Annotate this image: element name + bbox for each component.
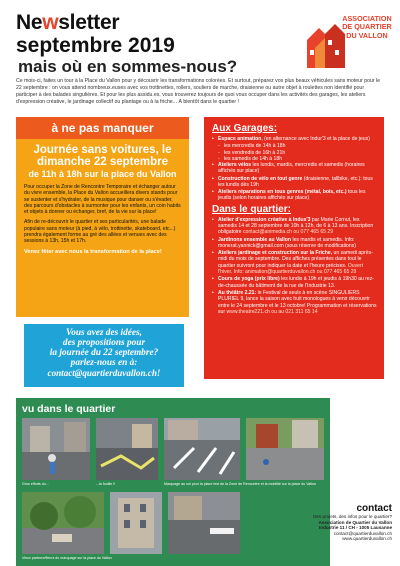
event-box xyxy=(16,117,189,317)
jardinons-label: Jardinons ensemble au Vallon xyxy=(218,236,292,243)
contact-website-link[interactable]: www.quartierduvallon.ch xyxy=(342,536,392,542)
event-final-call: Venez fêter avec nous la transformation de la place! xyxy=(24,248,162,255)
friche-text: un samedi après-midi du mois de septembre. Des affiches présentes dans tout le quartier suivront pour indiquer la date et l'heure précises. xyxy=(218,250,373,269)
photo-painted-road xyxy=(96,418,158,480)
ideas-callout xyxy=(24,324,184,387)
logo-line-2: DE QUARTIER xyxy=(342,22,392,32)
newsletter-suffix: sletter xyxy=(58,11,120,34)
velos-label: Ateliers vélos xyxy=(218,161,252,168)
photo-trees-hillside xyxy=(22,492,104,554)
photo-square-view xyxy=(246,418,324,480)
list-item xyxy=(212,189,378,202)
callout-line: la journée du 22 septembre? xyxy=(49,348,159,358)
schedule-line: - les mercredis de 14h à 18h xyxy=(218,143,378,149)
friche-contact-link[interactable]: Ouvert l'hiver. Info: animation@quartierduvallon.ch ou 077 465 65 29 xyxy=(218,262,364,276)
issue-title: septembre 2019 xyxy=(16,34,175,57)
callout-line: parlez-nous en à: xyxy=(70,358,138,368)
event-time: de 11h à 18h sur la place du Vallon xyxy=(28,169,177,179)
callout-line: Vous avez des idées, xyxy=(66,328,142,338)
list-item xyxy=(212,162,378,175)
quartier-heading: Dans le quartier: xyxy=(212,203,291,215)
list-item xyxy=(212,217,378,236)
list-item xyxy=(212,276,378,289)
gallery-heading: vu dans le quartier xyxy=(22,403,116,415)
newsletter-w: w xyxy=(42,11,59,34)
expression-contact-link[interactable]: contact@animedia.ch ou 077 465 65 29 xyxy=(242,229,334,236)
expression-label: Atelier d'expression créative à Indus'3 xyxy=(218,216,311,223)
reparation-text: tous les jeudis (selon horaires affichés sur place) xyxy=(218,189,366,202)
espace-schedule xyxy=(212,143,378,162)
construction-label: Construction de vélo en tout genre xyxy=(218,175,303,182)
photo-caption: Marquage au sol pour la place test de la Zone de Rencontre et la mobilité sur la place du Vallon xyxy=(164,482,316,486)
newsletter-header xyxy=(16,12,316,77)
velos-text: les lundis, mardis, mercredis et samedis (horaires affichés sur place) xyxy=(218,161,365,175)
list-item xyxy=(212,290,378,315)
contact-block xyxy=(306,503,392,542)
logo-line-3: DU VALLON xyxy=(346,30,388,40)
reparation-label: Ateliers réparations en tous genres (métal, bois, etc.) xyxy=(218,189,347,196)
newsletter-title xyxy=(16,12,316,34)
photo-gallery xyxy=(16,398,330,566)
photo-road-markings xyxy=(164,418,240,480)
espace-label: Espace animation xyxy=(218,136,262,142)
contact-address: Industrie 11 / CH - 1005 Lausanne xyxy=(318,525,392,531)
list-item xyxy=(212,250,378,275)
event-paragraph-2: Afin de re-découvrir le quartier et ses particularités, une balade populaire sans moteur (à pied, à vélo, trottinette, skateboard, etc...) prendra également forme au gré des allées et venues avec des sessions à 13h, 15h et 17h. xyxy=(24,219,176,245)
event-paragraph-1: Pour occuper la Zone de Rencontre Temporaire et échanger autour du vivre ensemble, la Place du Vallon accueillera divers stands pour se sustenter et s'hydrater, de la musique pour danser ou s'évader, des parcours d'obstacles à surmonter pour les enfants, un coin habits et objets à donner ou échanger, bref, de la vie sur la place! xyxy=(24,184,181,216)
callout-email-link[interactable]: contact@quartierduvallon.ch! xyxy=(47,368,161,378)
logo-line-1: ASSOCIATION xyxy=(342,14,392,23)
list-item xyxy=(212,136,378,142)
jardinons-text: les mardis et samedis. Info: monerat.yannick@gmail.com (sous réserve de modifications) xyxy=(218,236,356,249)
theatre-text: le Festival de seuls à en scène SINGULIERS PLURIEL 9, lance la saison avec huit monologues à venir découvrir entre le 24 septembre et le 13 octobre! Programmation et réservations sur xyxy=(218,289,377,315)
event-heading: à ne pas manquer xyxy=(16,117,189,139)
contact-email-link[interactable]: contact@quartierduvallon.ch xyxy=(333,530,392,536)
contact-line: Des projets, des infos pour le quartier? xyxy=(313,514,392,519)
yoga-label: Cours de yoga (prix libre) xyxy=(218,276,280,283)
theatre-link[interactable]: www.theatre221.ch ou au 021 311 65 14 xyxy=(226,308,318,315)
list-item xyxy=(212,176,378,189)
photo-building xyxy=(110,492,162,554)
callout-line: des propositions pour xyxy=(62,338,146,348)
issue-subtitle: mais où en sommes-nous? xyxy=(18,57,238,76)
contact-heading: contact xyxy=(356,503,392,514)
schedule-line: - les vendredis de 16h à 21h xyxy=(218,150,378,156)
construction-text: (draisienne, tallbike, etc.): tous les lundis dès 19h xyxy=(218,175,373,188)
list-item xyxy=(212,237,378,250)
espace-text: , (en alternance avec Indur'3 et la place de jeux) xyxy=(261,136,370,142)
photo-caption: Gros efforts du... xyxy=(22,482,49,486)
photo-caption: ...la fouille !! xyxy=(96,482,116,486)
expression-text: par Marie Cornut, les samedis 14 et 28 septembre de 10h à 12h, de 6 à 13 ans. Inscription obligatoire xyxy=(218,216,374,236)
logo-wordmark xyxy=(338,15,396,40)
friche-label: Ateliers jardinage et construction sur la Friche, xyxy=(218,250,333,257)
theatre-label: Au théâtre 2.21: xyxy=(218,289,257,296)
photo-street-workers xyxy=(22,418,90,480)
contact-association: Association de Quartier du Vallon xyxy=(318,519,392,525)
intro-paragraph: Ce mois-ci, faites un tour à la Place du Vallon pour y découvrir les transformations colorées. Et surtout, préparez vos plus beaux véhicules sans moteur pour le 22 septembre : on vous attend nombreux.euses avec vos trottinettes, rollers, souliers de marche, draisienne ou autre objet à roulettes non identifié pour participer à des balades singulières. Et pour les plus assidu.es, vous trouverez toujours de quoi vous occuper dans les activités des garages, les ateliers d'expression créative, le jardinage collectif ou plantage ou à la friche... À bientôt dans le quartier ! xyxy=(16,78,381,105)
newsletter-prefix: Ne xyxy=(16,11,43,34)
yoga-text: les lundis à 19h et jeudis à 19h30 au rez-de-chaussée du bâtiment de la rue de l'Industrie 13. xyxy=(218,276,374,289)
schedule-line: - les samedis de 14h à 18h xyxy=(218,156,378,162)
activities-box xyxy=(204,117,384,379)
event-title: Journée sans voitures, le dimanche 22 septembre xyxy=(33,144,172,168)
photo-sidewalk xyxy=(168,492,240,554)
garages-heading: Aux Garages: xyxy=(212,123,278,134)
photo-caption: Vieux parterre/fleurs du marquage sur la place du Vallon xyxy=(22,556,112,560)
